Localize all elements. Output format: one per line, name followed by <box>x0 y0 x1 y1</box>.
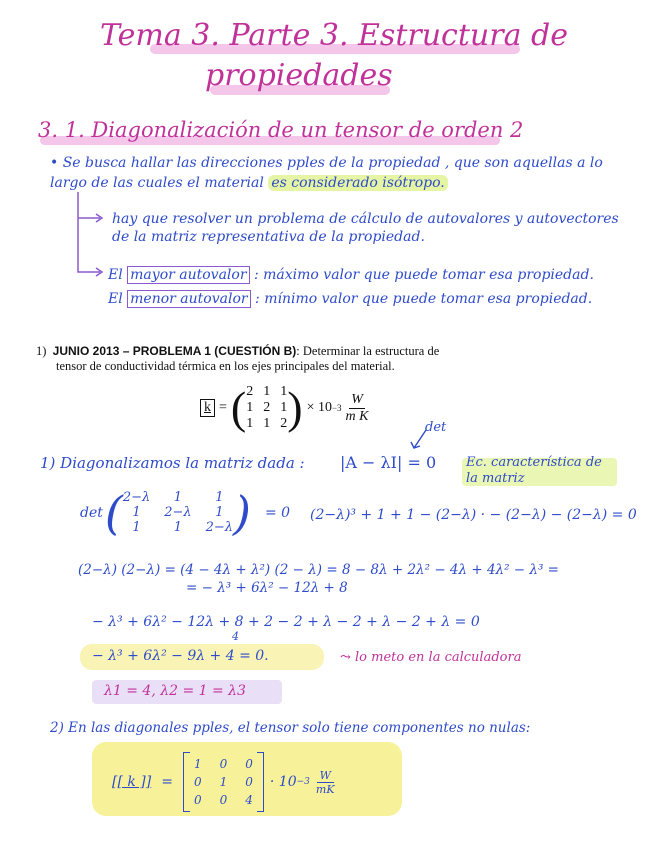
problem-matrix-equation: k = ( 2 1 1 1 2 1 1 1 2 ) × 10 −3 $\frac{W}{\text{m K}}$ <box>200 384 369 432</box>
result-matrix-cell: 1 <box>193 757 202 771</box>
section-heading: 3. 1. Diagonalización de un tensor de orden 2 <box>38 118 524 142</box>
eigenvalue-roots: λ1 = 4, λ2 = 1 = λ3 <box>104 683 246 699</box>
final-equation: − λ³ + 6λ² − 9λ + 4 = 0. <box>92 648 269 664</box>
problem-matrix-cell: 1 <box>280 384 288 399</box>
expand-line-2: = − λ³ + 6λ² − 12λ + 8 <box>186 580 348 596</box>
result-matrix-cell: 0 <box>193 793 202 807</box>
result-matrix <box>194 755 253 809</box>
calculator-note: ⤳ lo meto en la calculadora <box>340 650 522 665</box>
problem-matrix-cell: 1 <box>263 416 271 431</box>
result-exponent: −3 <box>296 777 310 787</box>
result-factor: · 10 <box>269 774 297 790</box>
det-matrix-cell: 2−λ <box>122 490 151 505</box>
char-eq-note-line2: la matriz <box>466 471 525 486</box>
char-equation: |A − λI| = 0 <box>340 453 437 472</box>
result-k-symbol: [[ k ]] <box>112 774 152 790</box>
problem-matrix-cell: 1 <box>280 400 288 415</box>
step2-label: 2) En las diagonales pples, el tensor solo tiene componentes no nulas: <box>50 720 531 736</box>
result-eq: = <box>161 774 173 790</box>
page-title-line1: Tema 3. Parte 3. Estructura de <box>100 18 568 53</box>
problem-unit-den: m K <box>345 408 369 424</box>
menor-autovalor-box: menor autovalor <box>127 290 250 308</box>
char-eq-note <box>466 455 602 487</box>
det-matrix-cell: 1 <box>215 505 224 520</box>
problem-statement <box>36 344 636 359</box>
intro-line2 <box>50 174 448 192</box>
result-unit-num: W <box>317 769 334 783</box>
bullet-mayor <box>108 266 594 284</box>
point1-line1: hay que resolver un problema de cálculo de autovalores y autovectores <box>112 211 619 227</box>
det-matrix-cell: 1 <box>173 520 183 535</box>
intro-line2-start: largo de las cuales el material <box>50 175 264 191</box>
det-matrix-cell: 1 <box>173 490 183 505</box>
bullet-mayor-prefix: El <box>108 267 123 283</box>
det-eq: = 0 <box>265 504 291 521</box>
problem-unit-num: W <box>351 391 363 407</box>
problem-factor: × 10 <box>306 400 332 415</box>
det-matrix-cell: 1 <box>132 520 141 535</box>
problem-label: JUNIO 2013 – PROBLEMA 1 (CUESTIÓN B) <box>52 344 297 358</box>
expand-line-3-sub: 4 <box>232 630 239 643</box>
problem-matrix-cell: 1 <box>246 416 254 431</box>
problem-matrix-cell: 1 <box>263 384 271 399</box>
result-matrix-cell: 0 <box>219 793 228 807</box>
bullet-mayor-text: : máximo valor que puede tomar esa propiedad. <box>253 267 594 283</box>
det-arrow-icon <box>408 428 430 452</box>
result-matrix-cell: 4 <box>245 793 253 807</box>
expand-line-3: − λ³ + 6λ² − 12λ + 8 + 2 − 2 + λ − 2 + λ − 2 + λ = 0 <box>92 614 480 630</box>
bracket-arrows <box>60 192 120 302</box>
problem-matrix-cell: 2 <box>263 400 271 415</box>
det-matrix-cell: 2−λ <box>164 505 192 520</box>
problem-text-2: tensor de conductividad térmica en los ejes principales del material. <box>56 359 395 373</box>
bullet-menor-prefix: El <box>108 291 123 307</box>
result-matrix-cell: 0 <box>245 775 253 789</box>
det-block: det ( 2−λ 1 1 1 2−λ 1 1 1 2−λ ) = 0 <box>80 485 291 540</box>
expand-line-1: (2−λ) (2−λ) = (4 − 4λ + λ²) (2 − λ) = 8 − 8λ + 2λ² − 4λ + 4λ² − λ³ = <box>78 562 559 578</box>
det-matrix <box>123 490 233 535</box>
problem-matrix-cell: 2 <box>246 384 254 399</box>
result-equation <box>112 752 335 812</box>
det-expansion: (2−λ)³ + 1 + 1 − (2−λ) · − (2−λ) − (2−λ) = 0 <box>310 507 637 523</box>
det-matrix-cell: 1 <box>132 505 141 520</box>
mayor-autovalor-box: mayor autovalor <box>127 266 249 284</box>
result-matrix-cell: 0 <box>219 757 228 771</box>
result-matrix-cell: 0 <box>245 757 253 771</box>
page-title-line2: propiedades <box>205 58 393 93</box>
det-matrix-cell: 2−λ <box>205 520 234 535</box>
problem-matrix-cell: 2 <box>280 416 288 431</box>
result-matrix-cell: 0 <box>193 775 202 789</box>
det-word: det <box>80 504 103 521</box>
intro-line1: • Se busca hallar las direcciones pples de la propiedad , que son aquellas a lo <box>50 155 603 171</box>
step1-label: 1) Diagonalizamos la matriz dada : <box>40 454 305 472</box>
problem-exponent: −3 <box>331 403 342 413</box>
bullet-menor <box>108 290 592 308</box>
point1-line2: de la matriz representativa de la propiedad. <box>112 229 425 245</box>
result-unit-den: mK <box>315 782 335 796</box>
char-eq-note-line1: Ec. característica de <box>466 455 602 470</box>
det-matrix-cell: 1 <box>215 490 224 505</box>
result-matrix-cell: 1 <box>219 775 228 789</box>
intro-isotropic-highlight: es considerado isótropo. <box>268 175 447 191</box>
problem-text-1: : Determinar la estructura de <box>296 344 440 358</box>
bullet-menor-text: : mínimo valor que puede tomar esa propiedad. <box>255 291 593 307</box>
problem-number: 1) <box>36 344 47 358</box>
k-symbol: k <box>200 399 215 417</box>
det-note: det <box>425 420 447 435</box>
problem-matrix-cell: 1 <box>246 400 254 415</box>
problem-matrix <box>246 384 287 432</box>
